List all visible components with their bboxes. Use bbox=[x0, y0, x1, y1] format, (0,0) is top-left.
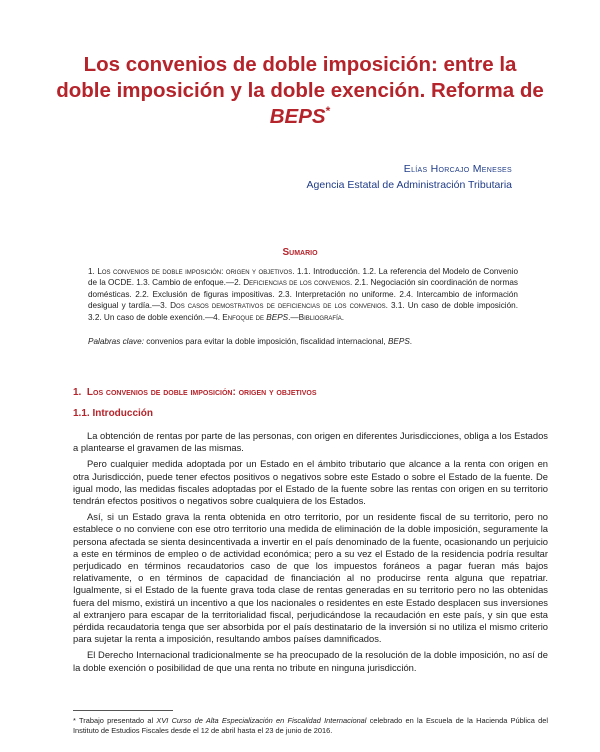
title-line-2: doble imposición y la doble exención. Reforma de bbox=[56, 79, 544, 102]
summary-part: . 2.1. Negociación sin coordinación de normas domésticas. 2.2. Exclusión de figuras impositivas. 2.3. Interpretación no uniforme. 2.4. Intercambio de información desigual y tardía.—3. bbox=[88, 278, 518, 311]
footnote-text: Trabajo presentado al bbox=[75, 716, 157, 725]
body-paragraph: Así, si un Estado grava la renta obtenida en otro territorio, por un residente fiscal de su territorio, pero no establece o no conviene con ese otro territorio una medida de eliminación de la doble imposición, seguramente la persona afectada se sienta desincentivada a invertir en el país denominado de la fuente, ocasionando un perjuicio a este en términos de empleo o de actividad económica; pero a su vez el Estado de la residencia podría resultar perjudicado en términos recaudatorios caso de que los impuestos foráneos a pagar fueran más bajos relativamente, o en términos de capacidad de financiación al no producirse renta alguna que repatriar. Igualmente, si el Estado de la fuente grava toda clase de rentas generadas en su territorio pero no las obtenidas fuera del mismo, existirá un incentivo a que los nacionales o residentes en este Estado desplacen sus inversiones al extranjero para escapar de la territorialidad fiscal, perjudicándose la recaudación en este país, y sin que esta pérdida recaudatoria tenga que ser absorbida por el país destinatario de la inversión si no utiliza el mismo criterio para sujetar la renta a imposición, resultando ambos países damnificados. bbox=[73, 511, 548, 645]
keywords bbox=[88, 336, 518, 347]
section-number: 1. bbox=[73, 387, 82, 398]
title-beps: BEPS bbox=[269, 105, 326, 128]
summary-section-4: Enfoque de bbox=[222, 312, 267, 322]
summary-section-3: Dos casos demostrativos de deficiencias de los convenios bbox=[170, 301, 386, 311]
subsection-heading: 1.1. Introducción bbox=[73, 408, 154, 419]
paper-title bbox=[40, 52, 560, 130]
title-footnote-mark[interactable]: * bbox=[325, 104, 331, 119]
title-line-1: Los convenios de doble imposición: entre la bbox=[83, 53, 517, 76]
body-paragraph: La obtención de rentas por parte de las personas, con origen en diferentes Jurisdicciones, obliga a los Estados a plantearse el gravamen de las mismas. bbox=[73, 430, 548, 454]
footnote-mark: * bbox=[73, 716, 76, 725]
author-name: Elías Horcajo Meneses bbox=[403, 163, 512, 175]
footnote bbox=[73, 716, 548, 736]
summary-part: 1. bbox=[88, 267, 98, 276]
keywords-beps: BEPS bbox=[387, 337, 410, 346]
keywords-end: . bbox=[409, 337, 413, 346]
section-heading bbox=[73, 387, 317, 398]
footnote-text: celebrado en la Escuela de la Hacienda Pública del Instituto de Estudios Fiscales desde el 12 de abril hasta el 23 de junio de 2016. bbox=[73, 716, 548, 735]
body-paragraph: Pero cualquier medida adoptada por un Estado en el ámbito tributario que alcance a la renta con origen en otra Jurisdicción, puede tener efectos positivos o negativos sobre este Estado o sobre el Estado de la fuente. De igual modo, las medidas fiscales adoptadas por el Estado de la fuente sobre las rentas con origen en su territorio tendrán efectos positivos o negativos sobre cualquiera de los Estados. bbox=[73, 458, 548, 507]
summary-part: .— bbox=[288, 312, 299, 322]
author-affiliation: Agencia Estatal de Administración Tributaria bbox=[306, 179, 512, 191]
title-line-3 bbox=[40, 104, 560, 130]
summary-part: . 1.1. Introducción. 1.2. La referencia del Modelo de Convenio de la OCDE. 1.3. Cambio de enfoque.—2. bbox=[88, 267, 519, 288]
summary-heading: Sumario bbox=[282, 247, 318, 258]
footnote-course-name: XVI Curso de Alta Especialización en Fiscalidad Internacional bbox=[156, 716, 367, 725]
summary-section-1: Los convenios de doble imposición: origen y objetivos bbox=[97, 267, 293, 276]
summary-bibliography: Bibliografía bbox=[298, 312, 342, 322]
summary-text bbox=[88, 266, 518, 323]
keywords-label: Palabras clave: bbox=[88, 337, 144, 346]
footnote-divider bbox=[73, 710, 173, 711]
author-block bbox=[307, 161, 512, 193]
keywords-text: convenios para evitar la doble imposición, fiscalidad internacional, bbox=[143, 337, 388, 346]
body-paragraph: El Derecho Internacional tradicionalmente se ha preocupado de la resolución de la doble imposición, no así de la doble exención o posibilidad de que una renta no tribute en ninguna jurisdicción. bbox=[73, 649, 548, 673]
summary-part: . 3.1. Un caso de doble imposición. 3.2. Un caso de doble exención.—4. bbox=[88, 301, 518, 322]
summary-part: . bbox=[341, 312, 345, 322]
body-text bbox=[73, 430, 548, 678]
section-title: Los convenios de doble imposición: origen y objetivos bbox=[86, 387, 317, 398]
summary-beps: BEPS bbox=[266, 312, 289, 322]
summary-section-2: Deficiencias de los convenios bbox=[243, 278, 351, 288]
